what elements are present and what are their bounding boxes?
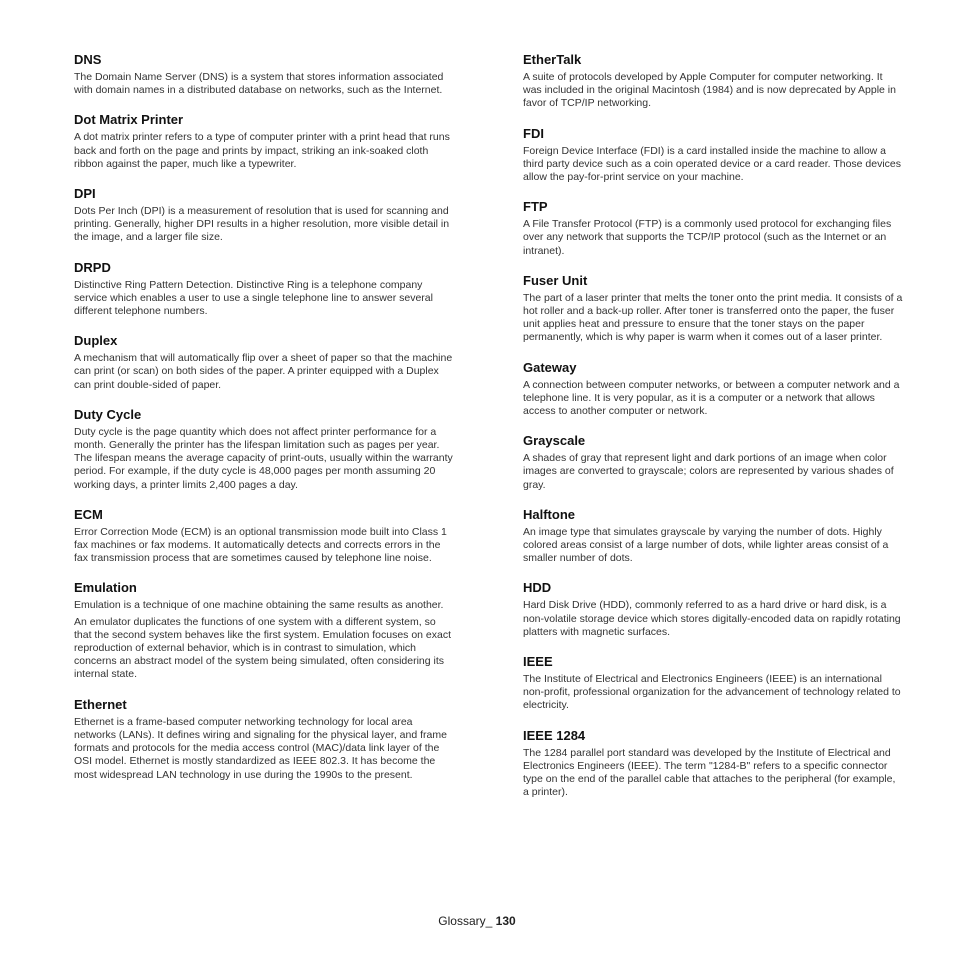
glossary-term: Halftone bbox=[523, 506, 575, 522]
glossary-definition: A connection between computer networks, or between a computer network and a telephone line. It is very popular, as it is a computer or a network that allows access to another computer or network. bbox=[523, 378, 900, 418]
footer-label: Glossary_ bbox=[438, 914, 493, 928]
glossary-entry bbox=[523, 199, 903, 258]
glossary-entry bbox=[523, 654, 903, 713]
glossary-definition: Distinctive Ring Pattern Detection. Distinctive Ring is a telephone company service which enables a user to use a single telephone line to answer several different telephone numbers. bbox=[74, 278, 433, 318]
glossary-definition: Duty cycle is the page quantity which does not affect printer performance for a month. Generally the printer has the lifespan limitation such as pages per year. The lifespan means the average capacity of print-outs, usually within the warranty period. For example, if the duty cycle is 48,000 pages per month assuming 20 working days, a printer limits 2,400 pages a day. bbox=[74, 425, 453, 491]
glossary-entry bbox=[74, 697, 454, 782]
glossary-term: Emulation bbox=[74, 580, 137, 596]
glossary-entry bbox=[74, 112, 454, 171]
page-number: 130 bbox=[495, 914, 516, 928]
glossary-term: FTP bbox=[523, 199, 548, 215]
glossary-entry bbox=[523, 52, 903, 111]
glossary-definition: A shades of gray that represent light and dark portions of an image when color images are converted to grayscale; colors are represented by various shades of gray. bbox=[523, 452, 894, 491]
glossary-definition: The part of a laser printer that melts the toner onto the print media. It consists of a hot roller and a back-up roller. After toner is transferred onto the paper, the fuser unit applies heat and pressure to ensure that the toner stays on the paper permanently, which is why paper is warm when it comes out of a laser printer. bbox=[523, 291, 903, 344]
glossary-term: Duty Cycle bbox=[74, 406, 142, 422]
glossary-entry bbox=[74, 507, 454, 566]
glossary-definition: The Domain Name Server (DNS) is a system that stores information associated with domain names in a distributed database on networks, such as the Internet. bbox=[74, 71, 444, 97]
glossary-term: Duplex bbox=[74, 333, 118, 349]
glossary-left-column bbox=[74, 52, 454, 797]
glossary-term: IEEE 1284 bbox=[523, 727, 586, 743]
glossary-definition: Foreign Device Interface (FDI) is a card installed inside the machine to allow a third party device such as a coin operated device or a card reader. Those devices allow the pay-for-print service on your machine. bbox=[523, 144, 902, 184]
glossary-definition: An image type that simulates grayscale by varying the number of dots. Highly colored areas consist of a large number of dots, while lighter areas consist of a smaller number of dots. bbox=[523, 525, 889, 565]
glossary-right-column bbox=[523, 52, 903, 815]
glossary-definition: A suite of protocols developed by Apple Computer for computer networking. It was included in the original Macintosh (1984) and is now deprecated by Apple in favor of TCP/IP networking. bbox=[523, 71, 896, 110]
glossary-term: ECM bbox=[74, 506, 103, 522]
glossary-term: Gateway bbox=[523, 359, 577, 375]
glossary-term: IEEE bbox=[523, 654, 553, 670]
glossary-definition: A File Transfer Protocol (FTP) is a commonly used protocol for exchanging files over any network that supports the TCP/IP protocol (such as the Internet or an intranet). bbox=[523, 218, 892, 257]
glossary-definition: The 1284 parallel port standard was developed by the Institute of Electrical and Electronics Engineers (IEEE). The term "1284-B" refers to a specific connector type on the end of the parallel cable that attaches to the peripheral (for example, a printer). bbox=[523, 746, 896, 799]
glossary-entry bbox=[74, 333, 454, 392]
glossary-entry bbox=[74, 407, 454, 492]
glossary-term: HDD bbox=[523, 580, 552, 596]
glossary-term: Ethernet bbox=[74, 696, 127, 712]
glossary-definition: A dot matrix printer refers to a type of computer printer with a print head that runs back and forth on the page and prints by impact, striking an ink-soaked cloth ribbon against the paper, much like a typewriter. bbox=[74, 131, 450, 170]
glossary-term: Dot Matrix Printer bbox=[74, 112, 184, 128]
glossary-definition: Ethernet is a frame-based computer networking technology for local area networks (LANs). It defines wiring and signaling for the physical layer, and frame formats and protocols for the media access control (MAC)/data link layer of the OSI model. Ethernet is mostly standardized as IEEE 802.3. It has become the most widespread LAN technology in use during the 1990s to the present. bbox=[74, 715, 447, 781]
glossary-entry bbox=[74, 52, 454, 97]
glossary-definition: Emulation is a technique of one machine obtaining the same results as another. bbox=[74, 599, 444, 612]
glossary-entry bbox=[523, 273, 903, 345]
glossary-definition: The Institute of Electrical and Electronics Engineers (IEEE) is an international non-profit, professional organization for the advancement of technology related to electricity. bbox=[523, 673, 901, 712]
glossary-entry bbox=[523, 728, 903, 800]
glossary-term: DNS bbox=[74, 52, 102, 67]
glossary-definition: Error Correction Mode (ECM) is an optional transmission mode built into Class 1 fax machines or fax modems. It automatically detects and corrects errors in the fax transmission process that are sometimes caused by telephone line noise. bbox=[74, 525, 447, 565]
glossary-term: Fuser Unit bbox=[523, 272, 588, 288]
glossary-entry bbox=[523, 507, 903, 566]
glossary-definition: An emulator duplicates the functions of one system with a different system, so that the second system behaves like the first system. Emulation focuses on exact reproduction of external behavior, which is in contrast to simulation, which concerns an abstract model of the system being simulated, often considering its internal state. bbox=[74, 615, 452, 681]
glossary-definition: Dots Per Inch (DPI) is a measurement of resolution that is used for scanning and printing. Generally, higher DPI results in a higher resolution, more visible detail in the image, and a larger file size. bbox=[74, 205, 450, 244]
glossary-term: DRPD bbox=[74, 259, 111, 275]
glossary-entry bbox=[523, 580, 903, 639]
page-footer bbox=[0, 914, 954, 928]
glossary-entry bbox=[74, 186, 454, 245]
glossary-term: DPI bbox=[74, 186, 96, 202]
glossary-term: Grayscale bbox=[523, 433, 586, 449]
glossary-entry bbox=[523, 126, 903, 185]
glossary-term: FDI bbox=[523, 125, 544, 141]
glossary-entry bbox=[74, 260, 454, 319]
glossary-entry bbox=[523, 433, 903, 492]
glossary-entry bbox=[523, 360, 903, 419]
glossary-definition: Hard Disk Drive (HDD), commonly referred to as a hard drive or hard disk, is a non-volatile storage device which stores digitally-encoded data on rapidly rotating platters with magnetic surfaces. bbox=[523, 599, 901, 638]
glossary-entry bbox=[74, 580, 454, 681]
glossary-term: EtherTalk bbox=[523, 52, 582, 67]
glossary-definition: A mechanism that will automatically flip over a sheet of paper so that the machine can print (or scan) on both sides of the paper. A printer equipped with a Duplex can print double-sided of paper. bbox=[74, 352, 453, 391]
